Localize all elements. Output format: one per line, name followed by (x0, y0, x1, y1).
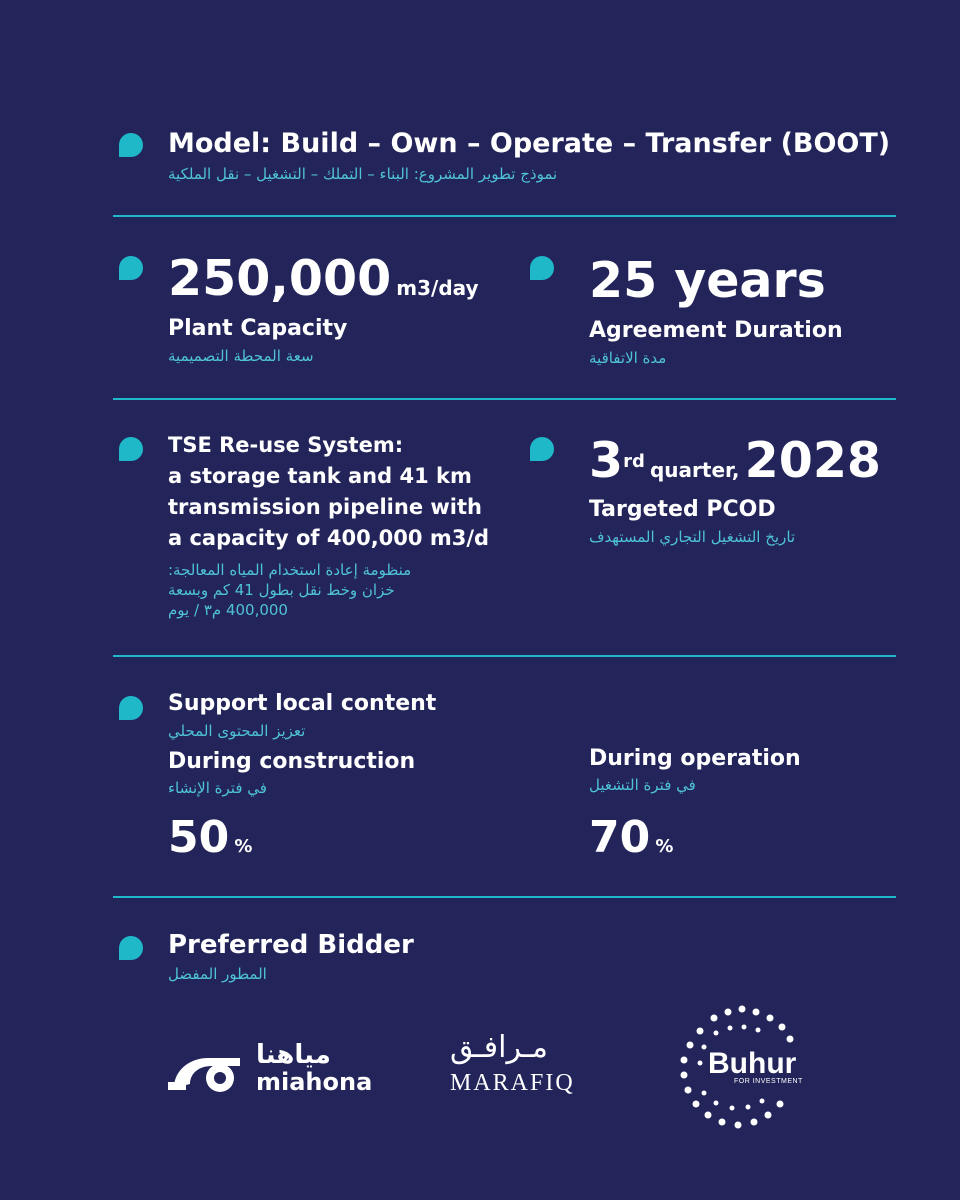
bullet-icon (119, 437, 143, 461)
local-content-title-ar: تعزيز المحتوى المحلي (168, 722, 306, 740)
marafiq-en: MARAFIQ (450, 1070, 575, 1096)
tse-line-ar: منظومة إعادة استخدام المياه المعالجة: (168, 561, 412, 579)
model-title: Model: Build – Own – Operate – Transfer (BOOT) (168, 128, 891, 159)
model-title-ar: نموذج تطوير المشروع: البناء – التملك – التشغيل – نقل الملكية (168, 165, 558, 183)
capacity-label: Plant Capacity (168, 316, 348, 341)
duration-label: Agreement Duration (589, 318, 843, 343)
miahona-logo (168, 1040, 373, 1100)
construction-label: During construction (168, 749, 416, 774)
capacity-label-ar: سعة المحطة التصميمية (168, 347, 314, 365)
pcod-year: 2028 (744, 432, 882, 489)
construction-stat (168, 812, 252, 863)
operation-stat (589, 812, 673, 863)
miahona-ar: مياهنا (256, 1040, 331, 1070)
operation-label: During operation (589, 746, 801, 771)
pcod-label: Targeted PCOD (589, 497, 776, 522)
construction-unit: % (234, 836, 253, 857)
capacity-stat (168, 250, 479, 307)
miahona-en: miahona (256, 1068, 373, 1096)
capacity-value: 250,000 (168, 250, 392, 307)
divider (113, 655, 896, 657)
tse-line-ar: خزان وخط نقل بطول 41 كم وبسعة (168, 581, 395, 599)
buhur-name: Buhur (708, 1047, 797, 1080)
construction-label-ar: في فترة الإنشاء (168, 779, 267, 797)
bullet-icon (530, 256, 554, 280)
bidder-title-ar: المطور المفضل (168, 965, 267, 983)
bidder-title: Preferred Bidder (168, 930, 414, 960)
miahona-mark-icon (168, 1044, 246, 1094)
pcod-ordinal-suffix: rd (623, 450, 645, 472)
operation-label-ar: في فترة التشغيل (589, 776, 696, 794)
tse-line: transmission pipeline with (168, 495, 482, 519)
duration-label-ar: مدة الاتفاقية (589, 349, 667, 367)
pcod-stat (589, 432, 881, 489)
local-content-title: Support local content (168, 691, 437, 716)
bullet-icon (119, 696, 143, 720)
operation-value: 70 (589, 812, 651, 863)
tse-line: a capacity of 400,000 m3/d (168, 526, 490, 550)
duration-value: 25 years (589, 252, 826, 309)
pcod-label-ar: تاريخ التشغيل التجاري المستهدف (589, 528, 796, 546)
divider (113, 896, 896, 898)
capacity-unit: m3/day (396, 276, 479, 300)
tse-line: a storage tank and 41 km (168, 464, 472, 488)
divider (113, 398, 896, 400)
pcod-ordinal: 3 (589, 432, 624, 489)
buhur-sub: FOR INVESTMENT (734, 1078, 803, 1085)
bullet-icon (119, 133, 143, 157)
tse-line-ar: 400,000 م٣ / يوم (168, 601, 288, 619)
tse-line: TSE Re-use System: (168, 433, 404, 457)
bullet-icon (530, 437, 554, 461)
operation-unit: % (655, 836, 674, 857)
tse-description-ar (168, 560, 488, 620)
bullet-icon (119, 256, 143, 280)
pcod-period: quarter, (649, 458, 740, 482)
marafiq-ar: مـرافـق (450, 1030, 548, 1065)
tse-description (168, 430, 489, 554)
divider (113, 215, 896, 217)
construction-value: 50 (168, 812, 230, 863)
bullet-icon (119, 936, 143, 960)
